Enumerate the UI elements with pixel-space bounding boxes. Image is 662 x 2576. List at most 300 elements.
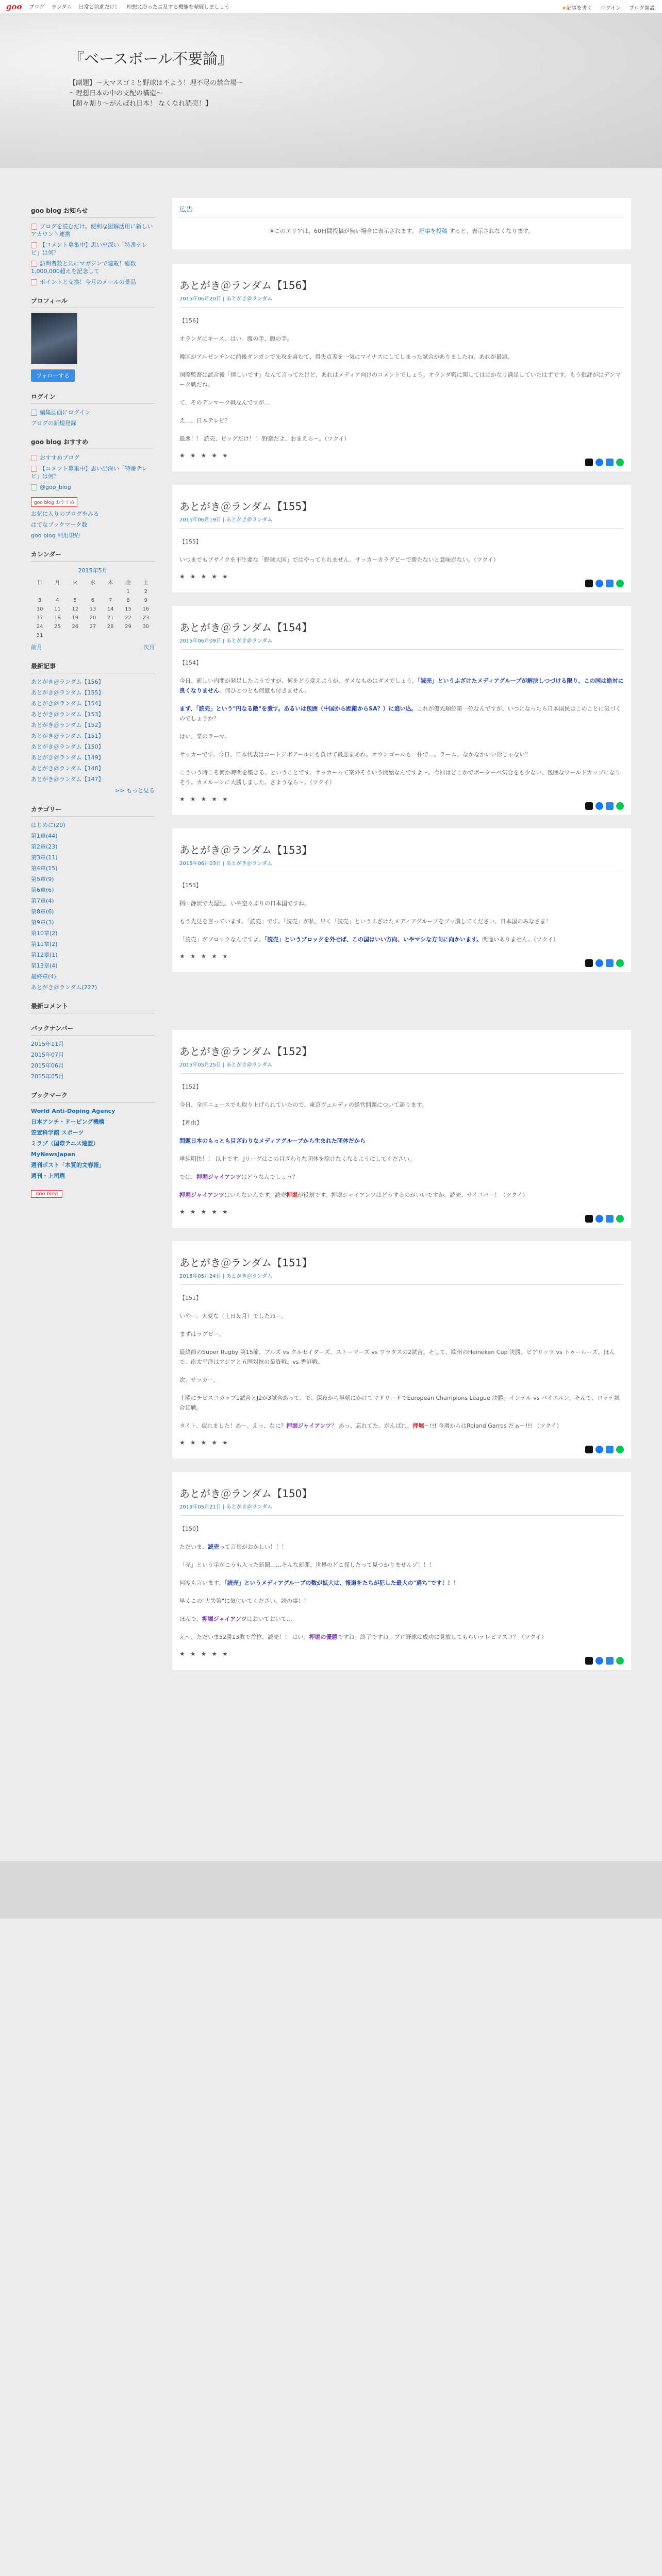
recommend-extra-link[interactable]: goo blog 利用規約 [31,532,80,539]
post-text: 韓国がアルゼンチンに前後ダンガンで先攻を喜むて、得失点差を一気にマイナスにしてしまった試合がありましたね。あれが最悪。 [179,353,514,360]
post-text: 早くこの"大失策"に気付いてください。読の事！！ [179,1598,310,1604]
follow-button[interactable]: フォローする [31,369,75,382]
calendar-day[interactable]: 28 [107,624,114,630]
recommend-extra-link[interactable]: お気に入りのブログをみる [31,511,99,517]
bookmark-link[interactable]: 笠置科学館 スポーツ [31,1129,84,1136]
post-text: が役割です。押堀ジャイアンツはどうするのがいいですか、読売、サイコパー！（ツクイ） [297,1192,528,1198]
calendar-weekday: 土 [143,580,148,586]
category-item [31,821,155,829]
category-link[interactable]: 第13章(4) [31,962,58,969]
post-paragraph [179,880,624,890]
post-emphasis: 「読売」というブロックを外せば、この国はいい方向、いやマシな方向に向かいます。 [264,936,483,943]
calendar-prev-link[interactable]: 前月 [31,644,42,651]
write-post-link[interactable]: ★ 記事を書く [562,4,592,11]
post-text: 単純明快！！ 以上です。Jリーグはこの目ざわりな団体を除けなくなるようにしてください。 [179,1156,415,1162]
topbar-nav [29,3,235,10]
recommend-links [31,510,155,539]
post-paragraph [179,658,624,668]
notice-link[interactable]: 訪問者数と共にマガジンで連載！総数1,000,000超えを記念して [31,260,136,275]
line-share-icon[interactable] [616,1446,624,1453]
recent-post-item [31,765,155,772]
post-title[interactable]: あとがき＠ランダム【153】 [179,844,312,856]
calendar-day[interactable]: 7 [109,598,112,603]
bookmark-link[interactable]: 日本アンチ・ドーピング機構 [31,1118,105,1125]
bookmark-item [31,1140,155,1147]
category-link[interactable]: 最終章(4) [31,973,56,980]
post-paragraph [179,899,624,908]
recommend-extra-item [31,521,155,529]
category-link[interactable]: 第10章(2) [31,930,58,937]
post-paragraph [179,1190,624,1200]
calendar-weekday: 水 [90,580,95,586]
post-emphasis: 押堀の優勝 [309,1634,338,1640]
post-body [179,537,624,580]
category-link[interactable]: 第11章(2) [31,941,58,947]
backnumber-item [31,1073,155,1080]
post-paragraph [179,750,624,759]
calendar-block [31,550,155,651]
post-text: いやー、大変な（土日＆月）でしたねー。 [179,1313,287,1319]
post-text: では、 [179,1174,196,1180]
post-text: これが優先順位第一位なんですが、いつになったら日本国民はこのことに気づくのでしょうか？ [179,705,621,722]
calendar-day [84,587,102,596]
post-text: 今日、全国ニュースでも取り上げられていたので、東京ヴェルディの経営問題について語ります。 [179,1101,427,1108]
post-body [179,1082,624,1215]
recent-post-link[interactable]: あとがき＠ランダム【154】 [31,700,104,707]
category-link[interactable]: 第2章(23) [31,843,58,850]
recommend-link[interactable]: おすすめブログ [40,454,80,461]
blog-description [69,78,243,109]
post-text: って言葉がおかしい！！！ [219,1544,287,1550]
post-paragraph [179,732,624,741]
post-text: サッカーです。今日、日本代表はコートジボアールにも負けて最悪まあれ。オウンゴールも一杯で…。ラーム、なかなかいい形じゃない？ [179,751,531,758]
post-paragraph [179,316,624,326]
category-link[interactable]: 第1章(44) [31,833,58,839]
post-body [179,1293,624,1446]
topbar-nav-feature[interactable]: 理想に沿った言及する機能を発展しましょう [126,5,230,10]
post-article-link[interactable]: 記事を投稿 [419,228,448,234]
notice-link[interactable]: ブログを読むだけ。便利な図解活用に新しいアカウント連携 [31,223,153,238]
post-paragraph [179,1632,624,1642]
blog-post [172,1472,631,1670]
bookmark-link[interactable]: ミラブ（国際テニス連盟） [31,1140,99,1147]
x-share-icon[interactable] [585,580,593,587]
recent-posts-list [31,678,155,783]
post-emphasis: 押堀 [286,1192,298,1198]
calendar-next-link[interactable]: 次月 [143,644,155,651]
post-paragraph [179,1393,624,1413]
post-text: もう先見を言っています。「読売」です。「読売」が私、早く「読売」というふざけたメディアグループをブッ潰してください。日本国のみなさま！ [179,918,552,925]
calendar-day[interactable]: 2 [144,589,148,595]
line-share-icon[interactable] [616,1215,624,1223]
post-title[interactable]: あとがき＠ランダム【154】 [179,621,312,634]
calendar-day[interactable]: 22 [125,615,131,621]
profile-block [31,296,155,382]
post-body [179,880,624,960]
line-share-icon[interactable] [616,802,624,810]
calendar-day[interactable]: 27 [89,624,96,630]
star-separator: ★★★★★ [179,1439,233,1446]
post-title[interactable]: あとがき＠ランダム【152】 [179,1045,312,1058]
facebook-share-icon[interactable] [595,802,603,810]
category-link[interactable]: 第8章(6) [31,908,54,915]
line-share-icon[interactable] [616,1657,624,1665]
hatena-bookmark-icon[interactable] [606,959,614,967]
topbar-nav-daily[interactable]: 日常と前進だけ！ [78,5,120,10]
post-title[interactable]: あとがき＠ランダム【155】 [179,500,312,513]
ad-box [172,198,631,249]
profile-image[interactable] [31,313,77,364]
notice-block [31,206,155,286]
category-list [31,821,155,991]
backnumber-link[interactable]: 2015年07月 [31,1052,64,1058]
calendar-week-row [31,605,155,614]
post-body [179,316,624,459]
post-paragraph [179,434,624,444]
post-emphasis: 「読売」というメディアグループの数が拡大は、報道をたちが犯した最大の"過ち"です！！ [224,1580,453,1586]
more-posts-link[interactable]: >> もっと見る [115,787,155,794]
global-header [0,0,662,13]
post-text: まずはラグビー。 [179,1331,225,1337]
blog-post [172,606,631,815]
bookmark-title: ブックマーク [31,1091,155,1103]
blog-description-line: 【副題】〜大マスゴミと野球は不よう！理不尽の禁合場〜 [69,79,244,87]
calendar-day[interactable]: 4 [56,598,59,603]
recent-post-item [31,732,155,740]
notice-link[interactable]: 【コメント募集中】思い出深い「特番テレビ」は何？ [31,242,147,256]
calendar-weekday: 金 [125,580,131,586]
post-text: ですね。終了ですね。プロ野球は成功に見放してもらいテレビマスコ？（ツクイ） [337,1634,547,1640]
main-column [172,198,631,1683]
category-link[interactable]: 第6章(6) [31,887,54,893]
star-separator: ★★★★★ [179,1650,233,1657]
post-text: 次、サッカー。 [179,1377,219,1383]
notice-title: goo blog お知らせ [31,206,155,218]
post-meta[interactable]: 2015年06月09日 | あとがき＠ランダム [179,636,624,650]
calendar-day [67,631,84,640]
blog-post [172,828,631,972]
recent-post-item [31,710,155,718]
share-buttons [585,459,624,466]
x-share-icon[interactable] [585,1215,593,1223]
notice-list [31,223,155,286]
post-meta[interactable]: 2015年05月24日 | あとがき＠ランダム [179,1272,624,1285]
bookmark-block [31,1091,155,1198]
hatena-bookmark-icon[interactable] [606,459,614,466]
post-title[interactable]: あとがき＠ランダム【151】 [179,1257,312,1269]
notice-item [31,278,155,286]
star-separator: ★★★★★ [179,795,233,803]
calendar-day[interactable]: 11 [54,606,61,612]
backnumber-link[interactable]: 2015年06月 [31,1062,64,1069]
post-text: オランダにキース、はい。腹の手、腹の手。 [179,335,293,342]
blog-description-line: 【超々割り〜がんばれ日本！ なくなれ読売！】 [69,100,212,108]
post-emphasis: 押堀ジャイアンツ [202,1616,247,1622]
calendar-day[interactable]: 21 [107,615,114,621]
topbar-nav-blog[interactable]: ブログ [29,5,45,10]
calendar-day[interactable]: 31 [36,633,43,638]
calendar-day [119,631,137,640]
line-share-icon[interactable] [616,459,624,466]
ad-notice-tail: すると、表示されなくなります。 [449,228,534,234]
calendar-day[interactable]: 1 [126,589,130,595]
post-list [172,264,631,1670]
post-text: て、そのデンマーク戦なんですが… [179,399,270,406]
recent-post-item [31,775,155,783]
goo-blog-badge[interactable]: goo blog [31,1190,62,1198]
calendar-day[interactable]: 3 [38,598,42,603]
calendar-weekday: 月 [55,580,60,586]
ad-notice-text: ※このエリアは、60日間投稿が無い場合に表示されます。 [269,228,418,234]
facebook-share-icon[interactable] [595,1215,603,1223]
category-title: カテゴリー [31,805,155,817]
recent-post-link[interactable]: あとがき＠ランダム【155】 [31,689,104,696]
post-paragraph [179,1560,624,1570]
post-paragraph [179,1421,624,1431]
calendar-day[interactable]: 15 [125,606,131,612]
category-link[interactable]: 第9章(3) [31,919,54,926]
post-paragraph [179,1542,624,1552]
line-share-icon[interactable] [616,580,624,587]
recent-post-link[interactable]: あとがき＠ランダム【156】 [31,679,104,685]
post-text: 【155】 [179,538,202,545]
recommend-item [31,483,155,491]
category-block [31,805,155,991]
post-text: はどうなんでしょう？ [241,1174,299,1180]
post-meta[interactable]: 2015年06月03日 | あとがき＠ランダム [179,859,624,872]
calendar-day[interactable]: 24 [36,624,43,630]
post-paragraph [179,1596,624,1606]
recent-post-link[interactable]: あとがき＠ランダム【147】 [31,776,104,783]
goo-logo[interactable]: goo [6,2,22,11]
post-text: 国際監督は試合後「情しいです」なんて言ってたけど、あれはメディア向けのコメントでしょう。オランダ戦に関してははかなり満足していたはずです。もう批評がはデンマーク戦だね。 [179,371,621,388]
calendar-day [84,631,102,640]
hatena-bookmark-icon[interactable] [606,1657,614,1665]
post-paragraph [179,704,624,723]
share-buttons [585,959,624,967]
category-item [31,865,155,872]
post-meta[interactable]: 2015年06月19日 | あとがき＠ランダム [179,515,624,529]
calendar-day[interactable]: 30 [142,624,150,630]
post-text: 【理由】 [179,1120,202,1126]
post-meta[interactable]: 2015年05月21日 | あとがき＠ランダム [179,1502,624,1516]
category-item [31,897,155,905]
category-item [31,940,155,948]
topbar-right [562,4,655,11]
post-paragraph [179,1329,624,1339]
backnumber-item [31,1051,155,1059]
post-emphasis: 押堀ジャイアンツ [286,1422,332,1429]
post-text: いつまでもブサイクを不生要な「野球大国」ではやってられません。サッカーカラグビーで勝たないと意味がない。（ツクイ） [179,556,499,563]
category-link[interactable]: 第4章(15) [31,865,58,872]
calendar-weekday: 日 [37,580,43,586]
recommend-item [31,454,155,462]
category-link[interactable]: 第7章(4) [31,897,54,904]
recent-post-link[interactable]: あとがき＠ランダム【148】 [31,765,104,772]
post-emphasis: 押堀 [412,1422,424,1429]
category-item [31,854,155,861]
facebook-share-icon[interactable] [595,1657,603,1665]
ad-label: 広告 [179,204,624,217]
post-title[interactable]: あとがき＠ランダム【156】 [179,279,312,292]
post-text: 「読売」がブロックなんですよ。 [179,936,264,943]
post-paragraph [179,416,624,426]
share-buttons [585,1215,624,1223]
x-share-icon[interactable] [585,959,593,967]
hatena-bookmark-icon[interactable] [606,1446,614,1453]
post-paragraph [179,334,624,344]
hatena-bookmark-icon[interactable] [606,580,614,587]
backnumber-link[interactable]: 2015年05月 [31,1073,64,1080]
facebook-share-icon[interactable] [595,459,603,466]
calendar-day[interactable]: 20 [89,615,96,621]
facebook-share-icon[interactable] [595,580,603,587]
recent-post-item [31,678,155,686]
post-text: 「売」という字がこうも入った新聞……そんな新聞、世界のどこ探したって見つかりませんゾ！！！ [179,1562,435,1568]
topbar-nav-random[interactable]: ランダム [51,5,72,10]
calendar-day[interactable]: 12 [72,606,79,612]
bookmark-link[interactable]: World Anti-Doping Agency [31,1108,115,1114]
blog-title[interactable]: 『ベースボール不要論』 [69,50,233,67]
blog-post [172,1241,631,1459]
calendar-week-row [31,596,155,605]
notice-link[interactable]: ポイントと交換！今月のメールの景品 [40,279,136,285]
post-paragraph [179,1154,624,1164]
post-text: え〜、ただいま52勝13敗で首位、読売！！ はい。 [179,1634,309,1640]
x-share-icon[interactable] [585,1446,593,1453]
calendar-weekday: 火 [72,580,78,586]
post-emphasis: 押堀ジャイアンツ [179,1192,225,1198]
recent-post-item [31,689,155,697]
post-paragraph [179,935,624,944]
recent-post-link[interactable]: あとがき＠ランダム【152】 [31,722,104,728]
hatena-bookmark-icon[interactable] [606,1215,614,1223]
calendar-day[interactable]: 18 [54,615,61,621]
bookmark-link[interactable]: 週刊ポスト「本質的文春報」 [31,1162,105,1168]
recent-post-link[interactable]: あとがき＠ランダム【153】 [31,711,104,718]
hatena-bookmark-icon[interactable] [606,802,614,810]
calendar-day[interactable]: 9 [144,598,148,603]
category-link[interactable]: 第5章(9) [31,876,54,883]
calendar-week-row [31,631,155,640]
bookmark-list [31,1107,155,1180]
category-link[interactable]: 第3章(11) [31,854,58,861]
post-paragraph [179,1614,624,1624]
register-blog-link[interactable]: ブログの新規登録 [31,420,76,427]
star-separator: ★★★★★ [179,573,233,580]
recommend-item [31,465,155,480]
calendar-day[interactable]: 29 [125,624,131,630]
login-block [31,392,155,427]
calendar-day[interactable]: 19 [72,615,79,621]
post-meta[interactable]: 2015年05月25日 | あとがき＠ランダム [179,1060,624,1074]
goo-blog-twitter-link[interactable]: @goo_blog [40,484,71,490]
star-separator: ★★★★★ [179,1208,233,1215]
post-text: 今日、新しい内閣が発足したようですが、何をどう変えようが、ダメなものはダメでしょう。 [179,677,418,684]
calendar-month[interactable]: 2015年5月 [78,567,108,574]
notice-icon [31,224,37,230]
post-emphasis: 問題日本のもっとも目ざわりなメディアグループから生まれた団体だから [179,1138,366,1144]
calendar-day[interactable]: 10 [36,606,43,612]
calendar-day[interactable]: 16 [142,606,150,612]
calendar-day[interactable]: 26 [72,624,79,630]
recent-post-link[interactable]: あとがき＠ランダム【150】 [31,743,104,750]
recommend-extra-link[interactable]: はてなブックマーク数 [31,521,88,528]
calendar-day [137,631,155,640]
category-link[interactable]: 第12章(1) [31,952,58,958]
post-text: ただいま、 [179,1544,208,1550]
notice-item [31,223,155,238]
calendar-day[interactable]: 17 [36,615,43,621]
calendar-day [31,587,48,596]
post-paragraph [179,1578,624,1588]
share-buttons [585,802,624,810]
calendar-day[interactable]: 13 [89,606,96,612]
post-text: 最終節のSuper Rugby 第15節。ブルズ vs クルセイダーズ、ストーマーズ vs ワラタスの2試合。そして、欧州のHeineken Cup 決勝。ビアリッツ vs トゥールーズ。ほんで、南太平洋はアジアと五国対抗の最終戦。vs 香港戦。 [179,1349,615,1365]
comments-title: 最新コメント [31,1002,155,1013]
x-share-icon[interactable] [585,459,593,466]
login-link[interactable]: ログイン [600,6,621,11]
post-title[interactable]: あとがき＠ランダム【150】 [179,1487,312,1500]
calendar-day[interactable]: 23 [142,615,150,621]
post-emphasis: 「読売」というふざけたメディアグループが解決しつづける限り、この国は絶対に良くなりません [179,677,624,694]
notice-icon [31,261,37,267]
bird-icon [31,484,37,490]
notice-icon [31,279,37,285]
x-share-icon[interactable] [585,1657,593,1665]
calendar-day[interactable]: 14 [107,606,114,612]
recent-post-item [31,700,155,707]
calendar-day[interactable]: 5 [73,598,77,603]
category-link[interactable]: あとがき＠ランダム(227) [31,984,97,991]
x-share-icon[interactable] [585,802,593,810]
facebook-share-icon[interactable] [595,1446,603,1453]
open-blog-link[interactable]: ブログ開設 [629,6,655,11]
category-item [31,973,155,980]
post-text: タイト、疲れました！あー。えっ、なに？ [179,1422,287,1429]
calendar-day [102,587,119,596]
recent-post-link[interactable]: あとがき＠ランダム【149】 [31,754,104,761]
post-paragraph [179,398,624,408]
post-paragraph [179,1524,624,1534]
backnumber-item [31,1062,155,1070]
bookmark-link[interactable]: MyNewsJapan [31,1151,76,1158]
page-divider-band [0,1861,662,1919]
post-text: 何度も言います。 [179,1580,225,1586]
recommend-badge[interactable]: goo blog おすすめ [31,497,77,507]
edit-login-link[interactable]: 編集画面にログイン [40,409,91,416]
calendar-day[interactable]: 25 [54,624,61,630]
post-paragraph [179,1172,624,1182]
calendar-day[interactable]: 8 [126,598,130,603]
blog-description-line: 〜理想日本の中の支配の構造〜 [69,90,163,97]
blog-post [172,264,631,471]
backnumber-link[interactable]: 2015年11月 [31,1041,64,1047]
facebook-share-icon[interactable] [595,959,603,967]
bookmark-link[interactable]: 週刊・上司週 [31,1173,65,1179]
post-text: 【153】 [179,882,202,889]
calendar-day[interactable]: 6 [91,598,95,603]
recommend-link[interactable]: 【コメント募集中】思い出深い「特番テレビ」は何？ [31,465,147,480]
post-meta[interactable]: 2015年06月20日 | あとがき＠ランダム [179,294,624,308]
recent-post-link[interactable]: あとがき＠ランダム【151】 [31,733,104,739]
line-share-icon[interactable] [616,959,624,967]
sidebar [31,206,155,1208]
notice-item [31,241,155,257]
category-link[interactable]: はじめに(20) [31,822,65,828]
calendar-weekday-row [31,577,155,587]
calendar-nav [31,643,155,651]
